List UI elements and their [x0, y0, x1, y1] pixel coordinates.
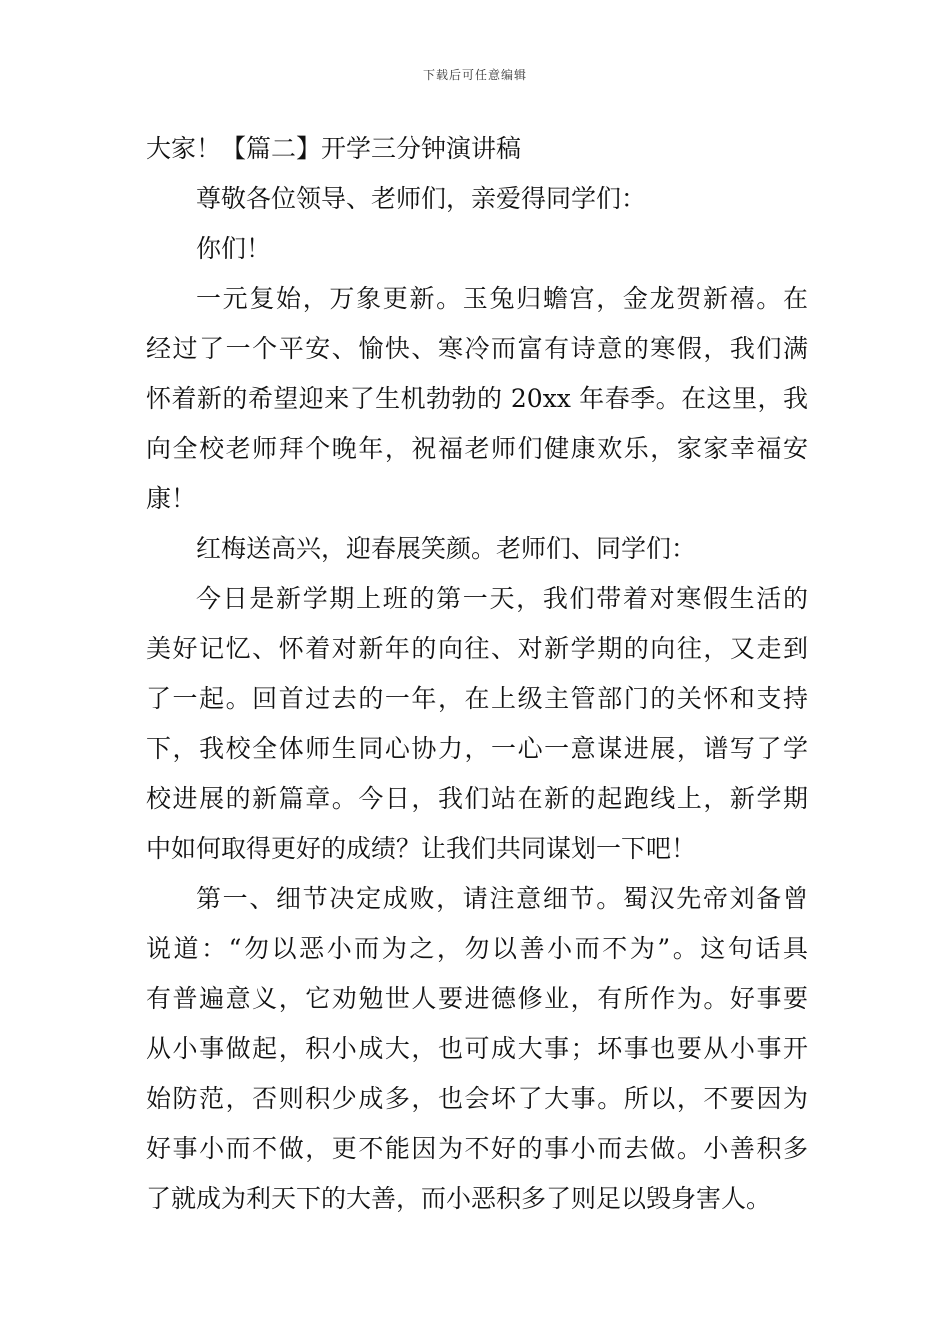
text-line: 大家！【篇二】开学三分钟演讲稿 — [146, 134, 522, 163]
text-line: 你们！ — [196, 234, 272, 263]
document-body — [146, 124, 808, 1224]
text-line: 校进展的新篇章。今日，我们站在新的起跑线上，新学期 — [146, 784, 808, 813]
paragraph-new-year — [146, 274, 808, 524]
paragraph-greeting — [146, 224, 808, 274]
text-line: 经过了一个平安、愉快、寒冷而富有诗意的寒假，我们满 — [146, 334, 808, 363]
text-line: 康！ — [146, 484, 197, 513]
text-line: 向全校老师拜个晚年，祝福老师们健康欢乐，家家幸福安 — [146, 434, 808, 463]
paragraph-details-matter — [146, 874, 808, 1224]
paragraph-title-line — [146, 124, 808, 174]
text-line: 美好记忆、怀着对新年的向往、对新学期的向往，又走到 — [146, 634, 808, 663]
text-line: 了就成为利天下的大善，而小恶积多了则足以毁身害人。 — [146, 1184, 772, 1213]
page-header-note: 下载后可任意编辑 — [422, 68, 527, 82]
text-line: 中如何取得更好的成绩？让我们共同谋划一下吧！ — [146, 834, 697, 863]
text-line: 第一、细节决定成败，请注意细节。蜀汉先帝刘备曾 — [196, 884, 808, 913]
text-line: 红梅送高兴，迎春展笑颜。老师们、同学们： — [196, 534, 697, 563]
text-line: 今日是新学期上班的第一天，我们带着对寒假生活的 — [196, 584, 808, 613]
text-line: 好事小而不做，更不能因为不好的事小而去做。小善积多 — [146, 1134, 808, 1163]
text-line: 一元复始，万象更新。玉兔归蟾宫，金龙贺新禧。在 — [196, 284, 808, 313]
text-line: 了一起。回首过去的一年，在上级主管部门的关怀和支持 — [146, 684, 808, 713]
paragraph-first-day — [146, 574, 808, 874]
text-line: 说道：“勿以恶小而为之，勿以善小而不为”。这句话具 — [146, 934, 808, 963]
text-line: 有普遍意义，它劝勉世人要进德修业，有所作为。好事要 — [146, 984, 808, 1013]
text-line: 下，我校全体师生同心协力，一心一意谋进展，谱写了学 — [146, 734, 808, 763]
text-line: 从小事做起，积小成大，也可成大事；坏事也要从小事开 — [146, 1034, 808, 1063]
text-line: 尊敬各位领导、老师们，亲爱得同学们： — [196, 184, 647, 213]
text-line: 始防范，否则积少成多，也会坏了大事。所以，不要因为 — [146, 1084, 808, 1113]
paragraph-spring-greeting — [146, 524, 808, 574]
paragraph-salutation — [146, 174, 808, 224]
text-line: 怀着新的希望迎来了生机勃勃的 20xx 年春季。在这里，我 — [146, 384, 808, 413]
